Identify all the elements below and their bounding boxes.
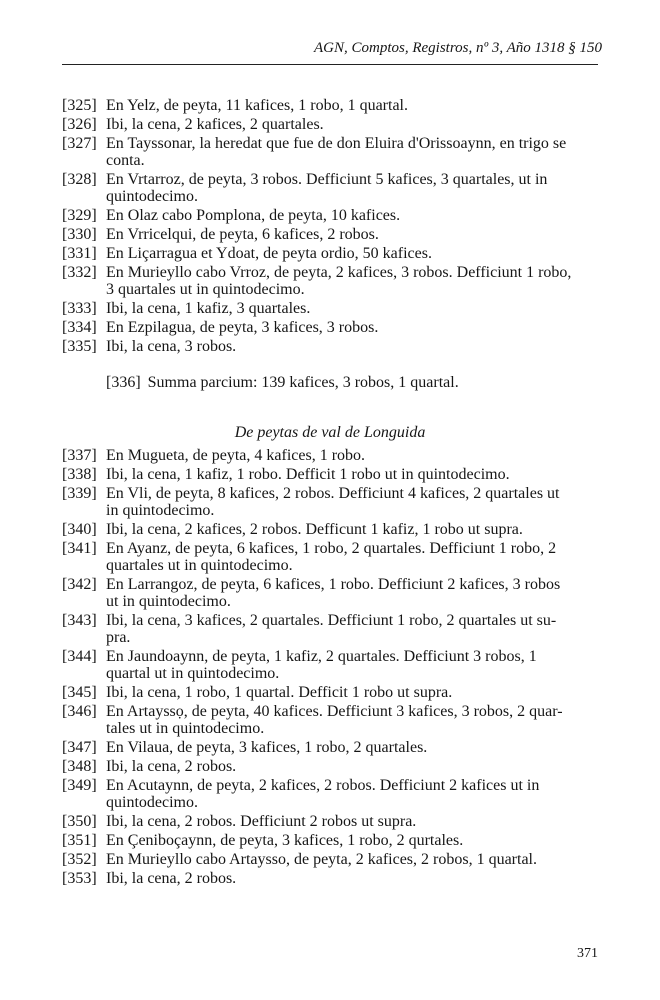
entry xyxy=(62,171,598,205)
entry-text-line: En Vilaua, de peyta, 3 kafices, 1 robo, 2 quartales. xyxy=(106,739,428,756)
entry-text-line: En Olaz cabo Pomplona, de peyta, 10 kafices. xyxy=(106,207,401,224)
entry-text-line: pra. xyxy=(106,629,131,646)
entry xyxy=(62,116,598,133)
entry-text-line: En Murieyllo cabo Artaysso, de peyta, 2 kafices, 2 robos, 1 quartal. xyxy=(106,851,537,868)
entry-number: [342] xyxy=(62,576,97,593)
entry-number: [353] xyxy=(62,870,97,887)
entry xyxy=(62,97,598,114)
entry xyxy=(62,612,598,646)
entry-number: [328] xyxy=(62,171,97,188)
entry-text-line: En Murieyllo cabo Vrroz, de peyta, 2 kafices, 3 robos. Defficiunt 1 robo, xyxy=(106,264,572,281)
summa-line xyxy=(106,374,459,391)
entry-text-line: ut in quintodecimo. xyxy=(106,593,231,610)
entry xyxy=(62,870,598,887)
entry-text-line: Ibi, la cena, 1 robo, 1 quartal. Defficit 1 robo ut supra. xyxy=(106,684,453,701)
entry xyxy=(62,319,598,336)
entry-number: [339] xyxy=(62,485,97,502)
entry-text-line: En Çeniboçaynn, de peyta, 3 kafices, 1 robo, 2 qurtales. xyxy=(106,832,464,849)
section-title: De peytas de val de Longuida xyxy=(234,424,426,441)
entry-number: [338] xyxy=(62,466,97,483)
entry-number: [333] xyxy=(62,300,97,317)
page-number: 371 xyxy=(577,946,598,961)
entry-number: [325] xyxy=(62,97,97,114)
entry-text-line: En Mugueta, de peyta, 4 kafices, 1 robo. xyxy=(106,447,366,464)
entry xyxy=(62,576,598,610)
entry-text-line: 3 quartales ut in quintodecimo. xyxy=(106,281,305,298)
entry xyxy=(62,466,598,483)
entry-text-line: En Jaundoaynn, de peyta, 1 kafiz, 2 quartales. Defficiunt 3 robos, 1 xyxy=(106,648,537,665)
entry xyxy=(62,832,598,849)
entry-number: [327] xyxy=(62,135,97,152)
entry xyxy=(62,703,598,737)
entry-number: [351] xyxy=(62,832,97,849)
entry-text-line: En Tayssonar, la heredat que fue de don Eluira d'Orissoaynn, en trigo se xyxy=(106,135,567,152)
header-rule xyxy=(62,64,598,65)
entry-number: [336] xyxy=(106,374,141,391)
entry xyxy=(62,207,598,224)
entry-text-line: tales ut in quintodecimo. xyxy=(106,720,265,737)
entry xyxy=(62,447,598,464)
entry-text-line: quartales ut in quintodecimo. xyxy=(106,557,293,574)
entry xyxy=(62,777,598,811)
entry-number: [352] xyxy=(62,851,97,868)
entry-text-line: En Yelz, de peyta, 11 kafices, 1 robo, 1 quartal. xyxy=(106,97,408,114)
entry xyxy=(62,813,598,830)
entry-text-line: En Ezpilagua, de peyta, 3 kafices, 3 robos. xyxy=(106,319,379,336)
entry-number: [331] xyxy=(62,245,97,262)
entry-number: [341] xyxy=(62,540,97,557)
entry-number: [334] xyxy=(62,319,97,336)
entry-text-line: quintodecimo. xyxy=(106,188,198,205)
entry-number: [343] xyxy=(62,612,97,629)
entry-text-line: Ibi, la cena, 1 kafiz, 3 quartales. xyxy=(106,300,311,317)
entry xyxy=(62,648,598,682)
entry-text-line: Ibi, la cena, 2 kafices, 2 robos. Defficunt 1 kafiz, 1 robo ut supra. xyxy=(106,521,523,538)
entry-number: [346] xyxy=(62,703,97,720)
entry-text-line: En Liçarragua et Ydoat, de peyta ordio, 50 kafices. xyxy=(106,245,432,262)
entry-text-line: quartal ut in quintodecimo. xyxy=(106,665,280,682)
running-head: AGN, Comptos, Registros, nº 3, Año 1318 § 150 xyxy=(314,40,602,56)
entry-text-line: En Vrricelqui, de peyta, 6 kafices, 2 robos. xyxy=(106,226,379,243)
entry xyxy=(62,245,598,262)
entry-text-line: En Larrangoz, de peyta, 6 kafices, 1 robo. Defficiunt 2 kafices, 3 robos xyxy=(106,576,561,593)
entry-number: [350] xyxy=(62,813,97,830)
entry xyxy=(62,739,598,756)
entry xyxy=(62,485,598,519)
entry-number: [345] xyxy=(62,684,97,701)
entry-text-line: En Artayssọ, de peyta, 40 kafices. Defficiunt 3 kafices, 3 robos, 2 quar- xyxy=(106,703,563,720)
entries-block-1 xyxy=(62,97,598,357)
entry-number: [326] xyxy=(62,116,97,133)
entry xyxy=(62,684,598,701)
summa-text: Summa parcium: 139 kafices, 3 robos, 1 quartal. xyxy=(147,374,459,391)
entry xyxy=(62,851,598,868)
entry xyxy=(62,338,598,355)
entry xyxy=(62,521,598,538)
entry xyxy=(62,758,598,775)
entry-number: [332] xyxy=(62,264,97,281)
entry-text-line: Ibi, la cena, 3 kafices, 2 quartales. Defficiunt 1 robo, 2 quartales ut su- xyxy=(106,612,557,629)
entry-text-line: in quintodecimo. xyxy=(106,502,215,519)
entry-number: [344] xyxy=(62,648,97,665)
entry-number: [330] xyxy=(62,226,97,243)
entry-number: [347] xyxy=(62,739,97,756)
entry-number: [349] xyxy=(62,777,97,794)
entry-text-line: En Vli, de peyta, 8 kafices, 2 robos. Defficiunt 4 kafices, 2 quartales ut xyxy=(106,485,560,502)
entry-text-line: Ibi, la cena, 3 robos. xyxy=(106,338,237,355)
entry-text-line: Ibi, la cena, 2 robos. xyxy=(106,870,237,887)
entry-text-line: quintodecimo. xyxy=(106,794,198,811)
entry xyxy=(62,226,598,243)
entry xyxy=(62,540,598,574)
entry xyxy=(62,135,598,169)
entry-number: [335] xyxy=(62,338,97,355)
entry-number: [340] xyxy=(62,521,97,538)
entry-number: [329] xyxy=(62,207,97,224)
entry-text-line: En Acutaynn, de peyta, 2 kafices, 2 robos. Defficiunt 2 kafices ut in xyxy=(106,777,540,794)
entries-block-2 xyxy=(62,447,598,889)
entry-text-line: Ibi, la cena, 2 robos. Defficiunt 2 robos ut supra. xyxy=(106,813,417,830)
entry xyxy=(62,264,598,298)
entry-text-line: Ibi, la cena, 1 kafiz, 1 robo. Defficit 1 robo ut in quintodecimo. xyxy=(106,466,510,483)
entry-text-line: Ibi, la cena, 2 robos. xyxy=(106,758,237,775)
entry-text-line: Ibi, la cena, 2 kafices, 2 quartales. xyxy=(106,116,324,133)
entry-number: [337] xyxy=(62,447,97,464)
entry-text-line: conta. xyxy=(106,152,145,169)
entry-text-line: En Ayanz, de peyta, 6 kafices, 1 robo, 2 quartales. Defficiunt 1 robo, 2 xyxy=(106,540,557,557)
entry-number: [348] xyxy=(62,758,97,775)
entry xyxy=(62,300,598,317)
entry-text-line: En Vrtarroz, de peyta, 3 robos. Defficiunt 5 kafices, 3 quartales, ut in xyxy=(106,171,548,188)
